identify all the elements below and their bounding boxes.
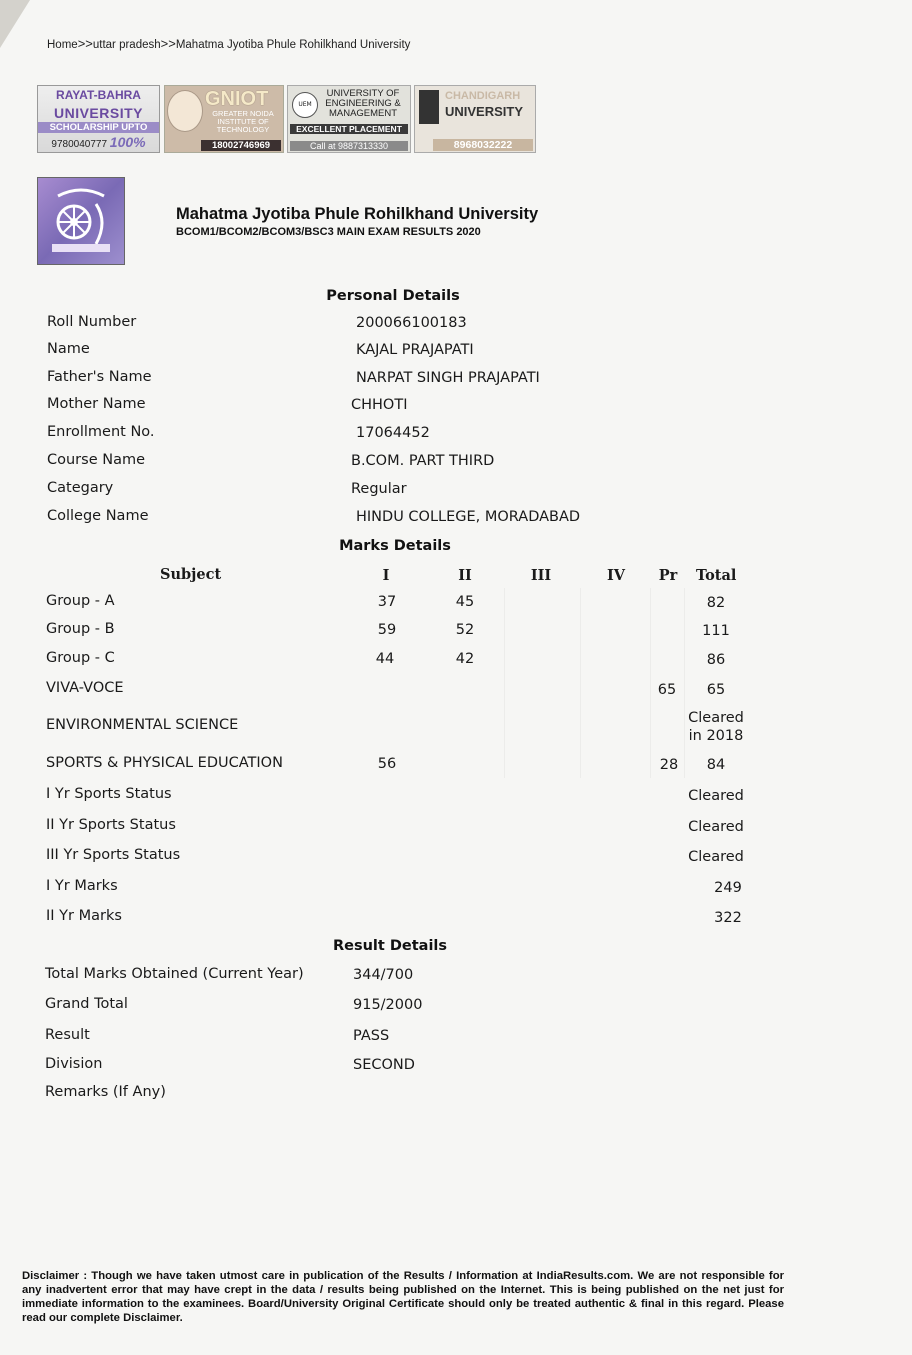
ad-text: UNIVERSITY	[53, 105, 143, 121]
table-cell-total: 249	[714, 880, 742, 896]
column-header-i: I	[382, 567, 390, 584]
roll-number-value: 200066100183	[356, 315, 467, 331]
personal-details-heading: Personal Details	[326, 288, 460, 304]
disclaimer	[22, 1269, 784, 1325]
ad-phone: 9780040777	[51, 139, 108, 150]
father-name-value: NARPAT SINGH PRAJAPATI	[356, 370, 540, 386]
ad-text: CHANDIGARH	[445, 90, 521, 102]
column-header-total: Total	[696, 567, 737, 584]
table-cell-total-note: in 2018	[688, 728, 744, 744]
uem-logo-icon: UEM	[292, 92, 318, 118]
column-header-pr: Pr	[658, 567, 678, 584]
table-cell-ii: 42	[455, 651, 475, 667]
ad-phone: 8968032222	[433, 139, 533, 151]
table-cell-total: Cleared	[688, 710, 744, 726]
disclaimer-text: Disclaimer : Though we have taken utmost care in publication of the Results / Information at IndiaResults.com. We are not responsible for any inadvertent error that may have crept in the data / results being published on the Internet. This is being published on the net just for immediate information to the examinees. Board/University Original Certificate should only be treated authentic & final in this regard. Please read our complete	[22, 1270, 784, 1324]
ad-text: RAYAT-BAHRA	[56, 88, 141, 102]
table-row-subject: VIVA-VOCE	[46, 680, 124, 696]
breadcrumb-separator: >>	[160, 36, 176, 51]
college-name-label: College Name	[47, 508, 149, 524]
table-cell-total: 84	[706, 757, 726, 773]
ad-text: GNIOT	[205, 88, 269, 110]
table-row-subject: Group - B	[46, 621, 115, 637]
table-cell-total: 65	[706, 682, 726, 698]
table-cell-i: 59	[377, 622, 397, 638]
column-header-ii: II	[458, 567, 472, 584]
mother-name-value: CHHOTI	[351, 397, 408, 413]
column-header-subject: Subject	[160, 566, 222, 583]
table-cell-pr: 65	[657, 682, 677, 698]
course-name-label: Course Name	[47, 452, 146, 468]
table-cell-i: 37	[377, 594, 397, 610]
table-row-subject: SPORTS & PHYSICAL EDUCATION	[46, 755, 283, 771]
breadcrumb	[47, 36, 410, 51]
grand-total-value: 915/2000	[353, 997, 423, 1013]
table-cell-total: 86	[706, 652, 726, 668]
page-title: Mahatma Jyotiba Phule Rohilkhand University	[176, 205, 539, 223]
breadcrumb-state-link[interactable]: uttar pradesh	[92, 39, 161, 51]
table-divider	[650, 588, 651, 778]
disclaimer-link[interactable]: Disclaimer.	[123, 1312, 183, 1324]
breadcrumb-current: Mahatma Jyotiba Phule Rohilkhand University	[175, 39, 411, 51]
mother-name-label: Mother Name	[47, 396, 146, 412]
grand-total-label: Grand Total	[45, 996, 128, 1012]
column-header-iii: III	[530, 567, 552, 584]
table-cell-total: 82	[706, 595, 726, 611]
table-cell-total: 322	[714, 910, 742, 926]
course-name-value: B.COM. PART THIRD	[351, 453, 495, 469]
column-header-iv: IV	[606, 567, 626, 584]
college-name-value: HINDU COLLEGE, MORADABAD	[356, 509, 581, 525]
table-cell-pr: 28	[659, 757, 679, 773]
roll-number-label: Roll Number	[47, 314, 137, 330]
marks-details-heading: Marks Details	[339, 538, 451, 554]
table-cell-i: 44	[375, 651, 395, 667]
enrollment-value: 17064452	[356, 425, 430, 441]
ad-rayat-bahra[interactable]	[37, 85, 160, 153]
division-label: Division	[45, 1056, 103, 1072]
table-row-subject: Group - A	[46, 593, 115, 609]
total-marks-label: Total Marks Obtained (Current Year)	[45, 966, 304, 982]
ad-phone: Call at 9887313330	[290, 141, 408, 151]
table-divider	[684, 588, 685, 778]
total-marks-value: 344/700	[353, 967, 414, 983]
name-value: KAJAL PRAJAPATI	[356, 342, 474, 358]
category-label: Categary	[47, 480, 114, 496]
table-row-subject: Group - C	[46, 650, 115, 666]
university-emblem-icon	[46, 184, 116, 258]
enrollment-label: Enrollment No.	[47, 424, 155, 440]
ad-text: UNIVERSITY	[445, 104, 524, 119]
university-logo	[37, 177, 125, 265]
table-row-subject: ENVIRONMENTAL SCIENCE	[46, 717, 239, 733]
breadcrumb-home-link[interactable]: Home	[47, 39, 78, 51]
ad-text: GREATER NOIDA INSTITUTE OF TECHNOLOGY	[212, 109, 274, 134]
table-row-subject: III Yr Sports Status	[46, 847, 181, 863]
ad-phone: 18002746969	[201, 140, 281, 151]
table-divider	[504, 588, 505, 778]
table-cell-total: Cleared	[688, 819, 744, 835]
ad-text: 100%	[109, 134, 146, 150]
division-value: SECOND	[353, 1057, 415, 1073]
table-row-subject: I Yr Marks	[46, 878, 118, 894]
name-label: Name	[47, 341, 90, 357]
table-row-subject: I Yr Sports Status	[46, 786, 172, 802]
table-cell-ii: 52	[455, 622, 475, 638]
cu-logo-icon	[419, 90, 439, 124]
table-divider	[580, 588, 581, 778]
remarks-label: Remarks (If Any)	[45, 1084, 166, 1100]
table-cell-total: Cleared	[688, 788, 744, 804]
ad-chandigarh-university[interactable]	[414, 85, 536, 153]
table-row-subject: II Yr Marks	[46, 908, 122, 924]
result-details-heading: Result Details	[332, 938, 448, 954]
result-label: Result	[45, 1027, 90, 1043]
gniot-logo-icon	[167, 90, 203, 132]
page-subtitle: BCOM1/BCOM2/BCOM3/BSC3 MAIN EXAM RESULTS 2020	[176, 226, 481, 238]
ad-text: EXCELLENT PLACEMENT	[290, 124, 408, 134]
ad-uem[interactable]	[287, 85, 411, 153]
table-cell-total: Cleared	[688, 849, 744, 865]
table-row-subject: II Yr Sports Status	[46, 817, 176, 833]
table-cell-i: 56	[377, 756, 397, 772]
result-value: PASS	[353, 1028, 390, 1044]
table-cell-total: 111	[702, 623, 730, 639]
ad-text: SCHOLARSHIP UPTO	[38, 122, 159, 133]
ad-text: UNIVERSITY OF ENGINEERING & MANAGEMENT	[325, 88, 401, 119]
breadcrumb-separator: >>	[77, 36, 93, 51]
ad-gniot[interactable]	[164, 85, 284, 153]
category-value: Regular	[351, 481, 407, 497]
page-corner-fold	[0, 0, 30, 48]
table-cell-ii: 45	[455, 594, 475, 610]
father-name-label: Father's Name	[47, 369, 152, 385]
